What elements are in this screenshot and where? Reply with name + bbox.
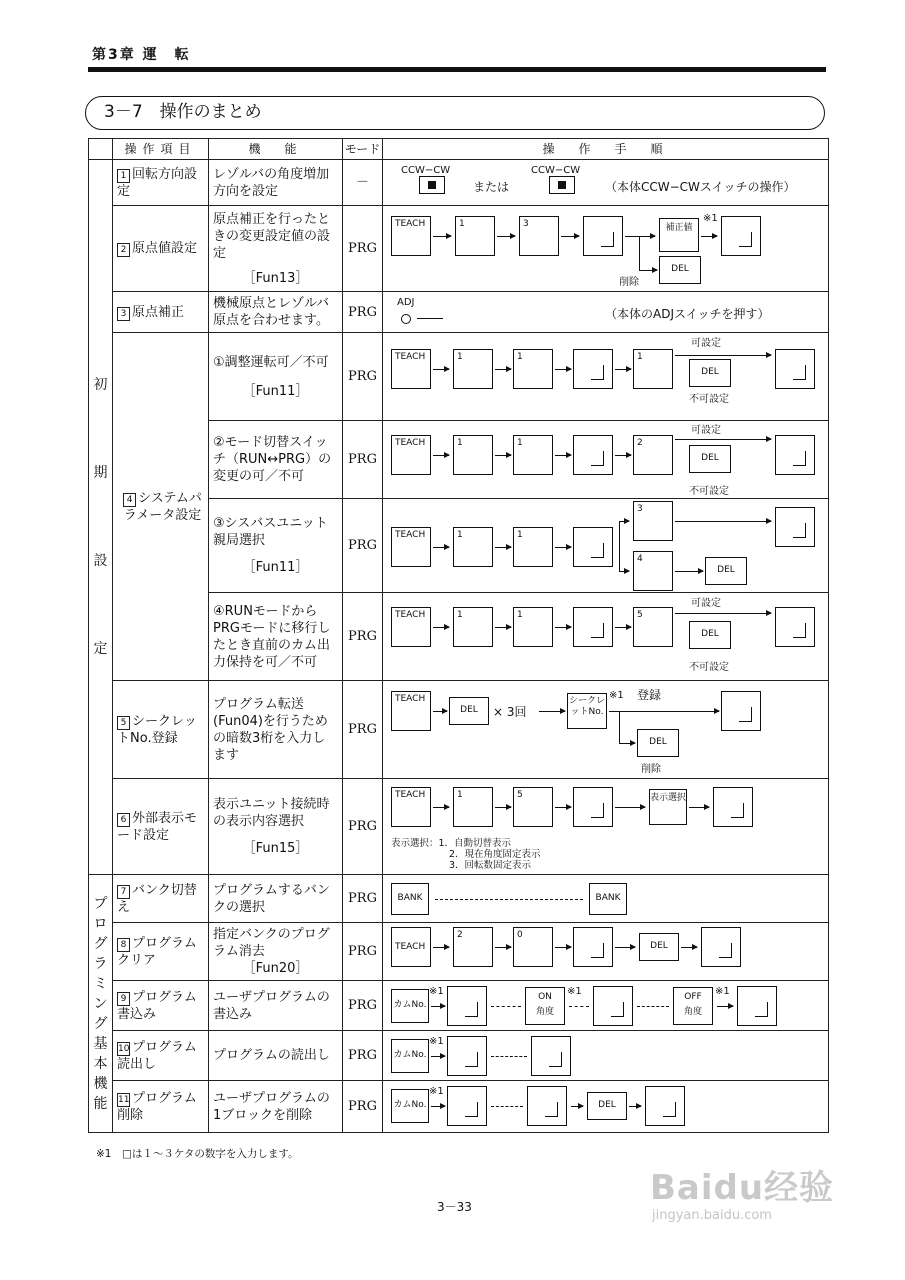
item-cell: 10 プログラム読出し — [113, 1031, 209, 1081]
item-cell: 1 回転方向設定 — [113, 160, 209, 206]
function-cell: ユーザプログラムの1ブロックを削除 — [209, 1081, 343, 1133]
enter-key[interactable] — [447, 1036, 487, 1076]
col-header: 機 能 — [209, 139, 343, 160]
section-title: 3－7 操作のまとめ — [85, 96, 825, 130]
correction-value-key[interactable]: 補正値 — [659, 218, 699, 252]
digit-key[interactable]: 1 — [513, 527, 553, 567]
digit-key[interactable]: 1 — [455, 216, 495, 256]
digit-key[interactable]: 1 — [513, 607, 553, 647]
cam-number-key[interactable]: カムNo. — [391, 989, 429, 1023]
item-cell: 4 システムパラメータ設定 — [113, 333, 209, 681]
enter-key[interactable] — [645, 1086, 685, 1126]
function-cell: 表示ユニット接続時の表示内容選択 ［Fun15］ — [209, 779, 343, 875]
mode-cell: PRG — [343, 1031, 383, 1081]
procedure-cell — [383, 499, 829, 593]
digit-key[interactable]: 2 — [633, 435, 673, 475]
function-cell: ②モード切替スイッチ（RUN↔PRG）の変更の可／不可 — [209, 421, 343, 499]
item-cell: 5 シークレットNo.登録 — [113, 681, 209, 779]
digit-key[interactable]: 1 — [453, 435, 493, 475]
off-angle-key[interactable]: OFF 角度 — [673, 987, 713, 1025]
enter-key[interactable] — [573, 527, 613, 567]
procedure-cell: TEACH 1 1 5 可設定 DEL 不可設定 — [383, 593, 829, 681]
digit-key[interactable]: 1 — [453, 527, 493, 567]
enter-key[interactable] — [527, 1086, 567, 1126]
table-row — [89, 923, 829, 981]
mode-cell: PRG — [343, 593, 383, 681]
digit-key[interactable]: 3 — [633, 501, 673, 541]
table-row — [89, 981, 829, 1031]
enter-key[interactable] — [573, 435, 613, 475]
digit-key[interactable]: 1 — [453, 349, 493, 389]
chapter-heading: 第3章 運 転 — [92, 47, 191, 63]
del-key[interactable]: DEL — [659, 256, 701, 284]
digit-key[interactable]: 5 — [513, 787, 553, 827]
digit-key[interactable]: 1 — [453, 787, 493, 827]
ccw-cw-switch[interactable] — [419, 176, 445, 194]
display-select-key[interactable]: 表示選択 — [649, 789, 687, 825]
del-key[interactable]: DEL — [689, 621, 731, 649]
procedure-cell: TEACH 1 1 2 可設定 DEL 不可設定 — [383, 421, 829, 499]
on-angle-key[interactable]: ON 角度 — [525, 987, 565, 1025]
teach-key[interactable]: TEACH — [391, 691, 431, 731]
table-row — [89, 160, 829, 206]
cam-number-key[interactable]: カムNo. — [391, 1089, 429, 1123]
digit-key[interactable]: 1 — [453, 607, 493, 647]
function-cell: ユーザプログラムの書込み — [209, 981, 343, 1031]
item-cell: 9 プログラム書込み — [113, 981, 209, 1031]
bank-key[interactable]: BANK — [589, 883, 627, 915]
item-cell: 6 外部表示モード設定 — [113, 779, 209, 875]
procedure-cell: ADJ （本体のADJスイッチを押す） — [383, 292, 829, 333]
enter-key[interactable] — [447, 986, 487, 1026]
footnote: ※1 □は１～３ケタの数字を入力します。 — [96, 1148, 299, 1160]
del-key[interactable]: DEL — [449, 697, 489, 725]
procedure-cell: CCW−CW または CCW−CW （本体CCW−CWスイッチの操作） — [383, 160, 829, 206]
ccw-cw-switch[interactable] — [549, 176, 575, 194]
digit-key[interactable]: 2 — [453, 927, 493, 967]
table-row — [89, 681, 829, 779]
teach-key[interactable]: TEACH — [391, 607, 431, 647]
mode-cell: PRG — [343, 206, 383, 292]
enter-key[interactable] — [713, 787, 753, 827]
col-header: モード — [343, 139, 383, 160]
enter-key[interactable] — [737, 986, 777, 1026]
teach-key[interactable]: TEACH — [391, 216, 431, 256]
page-number: 3－33 — [437, 1200, 472, 1214]
digit-key[interactable]: 0 — [513, 927, 553, 967]
group-programming: プ ロ グ ラ ミ ン グ 基 本 機 能 — [89, 875, 113, 1133]
corner-cell — [89, 139, 113, 160]
enter-key[interactable] — [583, 216, 623, 256]
function-cell: ④RUNモードからPRGモードに移行したとき直前のカム出力保持を可／不可 — [209, 593, 343, 681]
bank-key[interactable]: BANK — [391, 883, 429, 915]
table-row — [89, 779, 829, 875]
function-cell: 指定バンクのプログラム消去 ［Fun20］ — [209, 923, 343, 981]
mode-cell: PRG — [343, 875, 383, 923]
teach-key[interactable]: TEACH — [391, 787, 431, 827]
function-cell: プログラムするバンクの選択 — [209, 875, 343, 923]
header-rule — [88, 67, 826, 72]
mode-cell: PRG — [343, 1081, 383, 1133]
function-cell: 原点補正を行ったときの変更設定値の設定 ［Fun13］ — [209, 206, 343, 292]
enter-key[interactable] — [447, 1086, 487, 1126]
digit-key[interactable]: 4 — [633, 551, 673, 591]
table-row — [89, 1081, 829, 1133]
table-row — [89, 1031, 829, 1081]
mode-cell: － — [343, 160, 383, 206]
procedure-cell — [383, 875, 829, 923]
enter-key[interactable] — [593, 986, 633, 1026]
procedure-cell: TEACH 1 5 表示選択 表示選択：1．自動切替表示 2．現在角度固定表示 3．回転数固定表示 — [383, 779, 829, 875]
item-cell: 11 プログラム削除 — [113, 1081, 209, 1133]
table-row — [89, 292, 829, 333]
mode-cell: PRG — [343, 333, 383, 421]
item-cell: 8 プログラムクリア — [113, 923, 209, 981]
secret-number-key[interactable]: シークレットNo. — [567, 693, 607, 729]
del-key[interactable]: DEL — [705, 557, 747, 585]
procedure-cell: TEACH 1 1 1 可設定 DEL 不可設定 — [383, 333, 829, 421]
del-key[interactable]: DEL — [587, 1092, 627, 1120]
col-header: 操 作 手 順 — [383, 139, 829, 160]
operations-table — [88, 138, 829, 1133]
cam-number-key[interactable]: カムNo. — [391, 1039, 429, 1073]
enter-key[interactable] — [775, 607, 815, 647]
table-header — [89, 139, 829, 160]
function-cell: 機械原点とレゾルバ原点を合わせます。 — [209, 292, 343, 333]
del-key[interactable]: DEL — [637, 729, 679, 757]
enter-key[interactable] — [573, 349, 613, 389]
mode-cell: PRG — [343, 981, 383, 1031]
digit-key[interactable]: 1 — [633, 349, 673, 389]
adj-switch-icon — [401, 314, 411, 324]
watermark-url: jingyan.baidu.com — [652, 1208, 772, 1223]
item-cell: 3 原点補正 — [113, 292, 209, 333]
procedure-cell: カムNo. ※1 ON 角度 ※1 OFF 角度 ※1 — [383, 981, 829, 1031]
teach-key[interactable]: TEACH — [391, 527, 431, 567]
procedure-cell: カムNo. ※1 — [383, 1031, 829, 1081]
del-key[interactable]: DEL — [689, 359, 731, 387]
table-row — [89, 206, 829, 292]
digit-key[interactable]: 3 — [519, 216, 559, 256]
del-key[interactable]: DEL — [689, 445, 731, 473]
function-cell: ③シスバスユニット親局選択 ［Fun11］ — [209, 499, 343, 593]
watermark-logo: Baidu经验 — [650, 1168, 835, 1208]
item-cell: 2 原点値設定 — [113, 206, 209, 292]
mode-cell: PRG — [343, 779, 383, 875]
table-row — [89, 333, 829, 421]
digit-key[interactable]: 1 — [513, 435, 553, 475]
teach-key[interactable]: TEACH — [391, 349, 431, 389]
teach-key[interactable]: TEACH — [391, 435, 431, 475]
function-cell: ①調整運転可／不可 ［Fun11］ — [209, 333, 343, 421]
enter-key[interactable] — [775, 435, 815, 475]
mode-cell: PRG — [343, 923, 383, 981]
procedure-cell: カムNo. ※1 DEL — [383, 1081, 829, 1133]
enter-key[interactable] — [573, 787, 613, 827]
del-key[interactable]: DEL — [639, 933, 679, 961]
enter-key[interactable] — [721, 691, 761, 731]
teach-key[interactable]: TEACH — [391, 927, 431, 967]
enter-key[interactable] — [531, 1036, 571, 1076]
function-cell: プログラムの読出し — [209, 1031, 343, 1081]
col-header: 操作項目 — [113, 139, 209, 160]
mode-cell: PRG — [343, 499, 383, 593]
mode-cell: PRG — [343, 292, 383, 333]
enter-key[interactable] — [721, 216, 761, 256]
function-cell: プログラム転送(Fun04)を行うための暗数3桁を入力します — [209, 681, 343, 779]
function-cell: レゾルバの角度増加方向を設定 — [209, 160, 343, 206]
enter-key[interactable] — [701, 927, 741, 967]
arrow-left-icon — [417, 318, 443, 319]
digit-key[interactable]: 5 — [633, 607, 673, 647]
enter-key[interactable] — [775, 349, 815, 389]
table-row — [89, 875, 829, 923]
procedure-cell: TEACH 1 3 補正値 ※1 DEL 削除 — [383, 206, 829, 292]
group-initial-setting: 初 期 設 定 — [89, 160, 113, 875]
digit-key[interactable]: 1 — [513, 349, 553, 389]
enter-key[interactable] — [573, 607, 613, 647]
mode-cell: PRG — [343, 421, 383, 499]
mode-cell: PRG — [343, 681, 383, 779]
item-cell: 7 バンク切替え — [113, 875, 209, 923]
enter-key[interactable] — [573, 927, 613, 967]
procedure-cell — [383, 923, 829, 981]
procedure-cell: TEACH DEL × 3回 シークレットNo. ※1 登録 DEL 削除 — [383, 681, 829, 779]
enter-key[interactable] — [775, 507, 815, 547]
